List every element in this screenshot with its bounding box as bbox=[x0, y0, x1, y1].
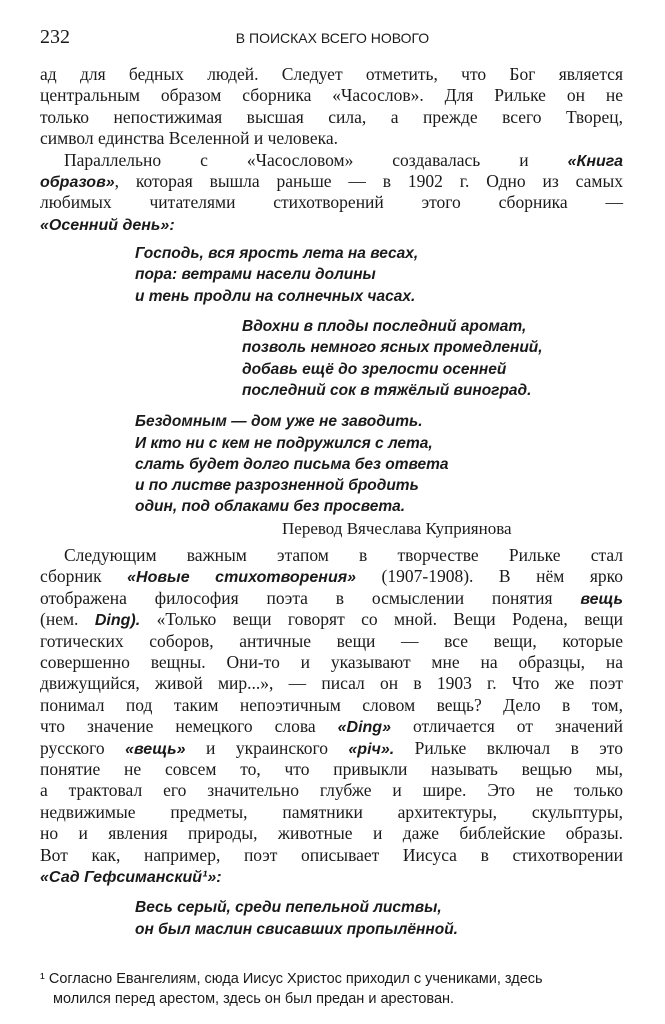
text-line bbox=[40, 695, 623, 716]
text-run: но и явления природы, животные и даже библейские образы. bbox=[40, 823, 623, 844]
text-run: отличается от значений bbox=[390, 716, 623, 737]
text-run: и украинского bbox=[185, 737, 349, 758]
text-run: отображена философия поэта в осмыслении понятия bbox=[40, 587, 581, 608]
poem-stanza-1 bbox=[135, 243, 623, 307]
text-run: «Только вещи говорят со мной. Вещи Родена, вещи bbox=[140, 609, 623, 630]
text-line bbox=[40, 673, 623, 694]
text-line bbox=[40, 759, 623, 780]
text-run: что значение немецкого слова bbox=[40, 716, 338, 737]
poem-line: Господь, вся ярость лета на весах, bbox=[135, 245, 419, 263]
emphasized-text: «річ». bbox=[348, 740, 395, 758]
text-run: Следующим важным этапом в творчестве Рильке стал bbox=[64, 545, 623, 566]
text-run: движущийся, живой мир...», — писал он в 1903 г. Что же поэт bbox=[40, 673, 623, 694]
poem-line: он был маслин свисавших пропылённой. bbox=[135, 920, 458, 938]
text-run: сборник bbox=[40, 566, 128, 587]
text-run: , которая вышла раньше — в 1902 г. Одно из самых bbox=[114, 170, 623, 191]
poem-line: Вдохни в плоды последний аромат, bbox=[242, 318, 527, 336]
text-line bbox=[40, 214, 623, 235]
emphasized-text: образов» bbox=[40, 173, 115, 191]
text-line bbox=[40, 545, 623, 566]
poem-stanza-2 bbox=[242, 316, 623, 401]
translator-credit: Перевод Вячеслава Куприянова bbox=[282, 518, 512, 538]
emphasized-text: «Осенний день»: bbox=[40, 216, 175, 234]
text-run: любимых читателями стихотворений этого сборника — bbox=[40, 192, 623, 213]
text-run: понятие не совсем то, что привыкли называть вещью мы, bbox=[40, 759, 623, 779]
poem-line: добавь ещё до зрелости осенней bbox=[242, 360, 507, 378]
poem-line: Весь серый, среди пепельной листвы, bbox=[135, 899, 442, 917]
text-run: (нем. bbox=[40, 609, 95, 630]
text-line bbox=[40, 780, 623, 801]
poem-line: слать будет долго письма без ответа bbox=[135, 455, 449, 473]
emphasized-text: «Новые стихотворения» bbox=[127, 569, 357, 587]
text-run: Вот как, например, поэт описывает Иисуса в стихотворении bbox=[40, 844, 623, 865]
text-line bbox=[40, 64, 623, 85]
running-title: В ПОИСКАХ ВСЕГО НОВОГО bbox=[235, 30, 430, 46]
poem-line: Бездомным — дом уже не заводить. bbox=[135, 413, 423, 431]
text-line bbox=[40, 802, 623, 823]
poem-line: позволь немного ясных промедлений, bbox=[242, 339, 543, 357]
poem-line: последний сок в тяжёлый виноград. bbox=[242, 381, 532, 399]
text-run: центральным образом сборника «Часослов». Для Рильке он не bbox=[40, 85, 623, 106]
poem-line: И кто ни с кем не подружился с лета, bbox=[135, 434, 433, 452]
text-line bbox=[40, 107, 623, 128]
poem-line: и тень продли на солнечных часах. bbox=[135, 287, 416, 305]
text-line bbox=[40, 716, 623, 737]
text-line bbox=[40, 128, 623, 149]
footnote bbox=[40, 969, 640, 1009]
text-line bbox=[40, 192, 623, 213]
text-run: русского bbox=[40, 737, 126, 758]
text-line bbox=[40, 738, 623, 759]
poem-gethsemane-excerpt bbox=[135, 897, 623, 940]
text-run: совершенно вещны. Они-то и указывают мне на образцы, на bbox=[40, 652, 623, 673]
text-run: символ единства Вселенной и человека. bbox=[40, 128, 338, 149]
text-line bbox=[40, 85, 623, 106]
text-run: (1907-1908). В нём ярко bbox=[356, 566, 623, 587]
text-run: а трактовал его значительно глубже и шире. Это не только bbox=[40, 780, 623, 801]
text-line bbox=[40, 652, 623, 673]
poem-line: и по листве разрозненной бродить bbox=[135, 477, 419, 495]
text-run: ад для бедных людей. Следует отметить, что Бог является bbox=[40, 64, 623, 84]
emphasized-text: «Книга bbox=[567, 152, 623, 170]
emphasized-text: «Ding» bbox=[337, 719, 391, 737]
footnote-line: ¹ Согласно Евангелиям, сюда Иисус Христос приходил с учениками, здесь bbox=[40, 971, 543, 987]
text-line bbox=[40, 631, 623, 652]
poem-stanza-3 bbox=[135, 411, 623, 517]
emphasized-text: Ding). bbox=[94, 612, 141, 630]
text-line bbox=[40, 609, 623, 630]
text-line bbox=[40, 566, 623, 587]
text-run: Параллельно с «Часословом» создавалась и bbox=[64, 149, 568, 170]
emphasized-text: вещь bbox=[580, 590, 623, 608]
text-line bbox=[40, 171, 623, 192]
text-line bbox=[40, 823, 623, 844]
poem-line: один, под облаками без просвета. bbox=[135, 498, 406, 516]
page-body bbox=[40, 64, 623, 940]
text-line bbox=[40, 845, 623, 866]
text-run: готических соборов, античные вещи — все вещи, которые bbox=[40, 630, 623, 651]
text-run: недвижимые предметы, памятники архитектуры, скульптуры, bbox=[40, 801, 623, 822]
poem-line: пора: ветрами насели долины bbox=[135, 266, 376, 284]
text-line bbox=[40, 150, 623, 171]
text-line bbox=[40, 588, 623, 609]
paragraph-2 bbox=[40, 150, 623, 236]
emphasized-text: «вещь» bbox=[125, 740, 186, 758]
page-number: 232 bbox=[40, 26, 70, 48]
text-run: Рильке включал в это bbox=[394, 737, 623, 758]
paragraph-3 bbox=[40, 545, 623, 887]
text-run: понимал под таким непоэтичным словом вещь? Дело в том, bbox=[40, 694, 623, 715]
text-line bbox=[40, 866, 623, 887]
emphasized-text: «Сад Гефсиманский¹»: bbox=[40, 868, 222, 886]
text-run: только непостижимая высшая сила, а прежде всего Творец, bbox=[40, 106, 623, 127]
paragraph-1 bbox=[40, 64, 623, 150]
footnote-line: молился перед арестом, здесь он был предан и арестован. bbox=[53, 991, 455, 1007]
